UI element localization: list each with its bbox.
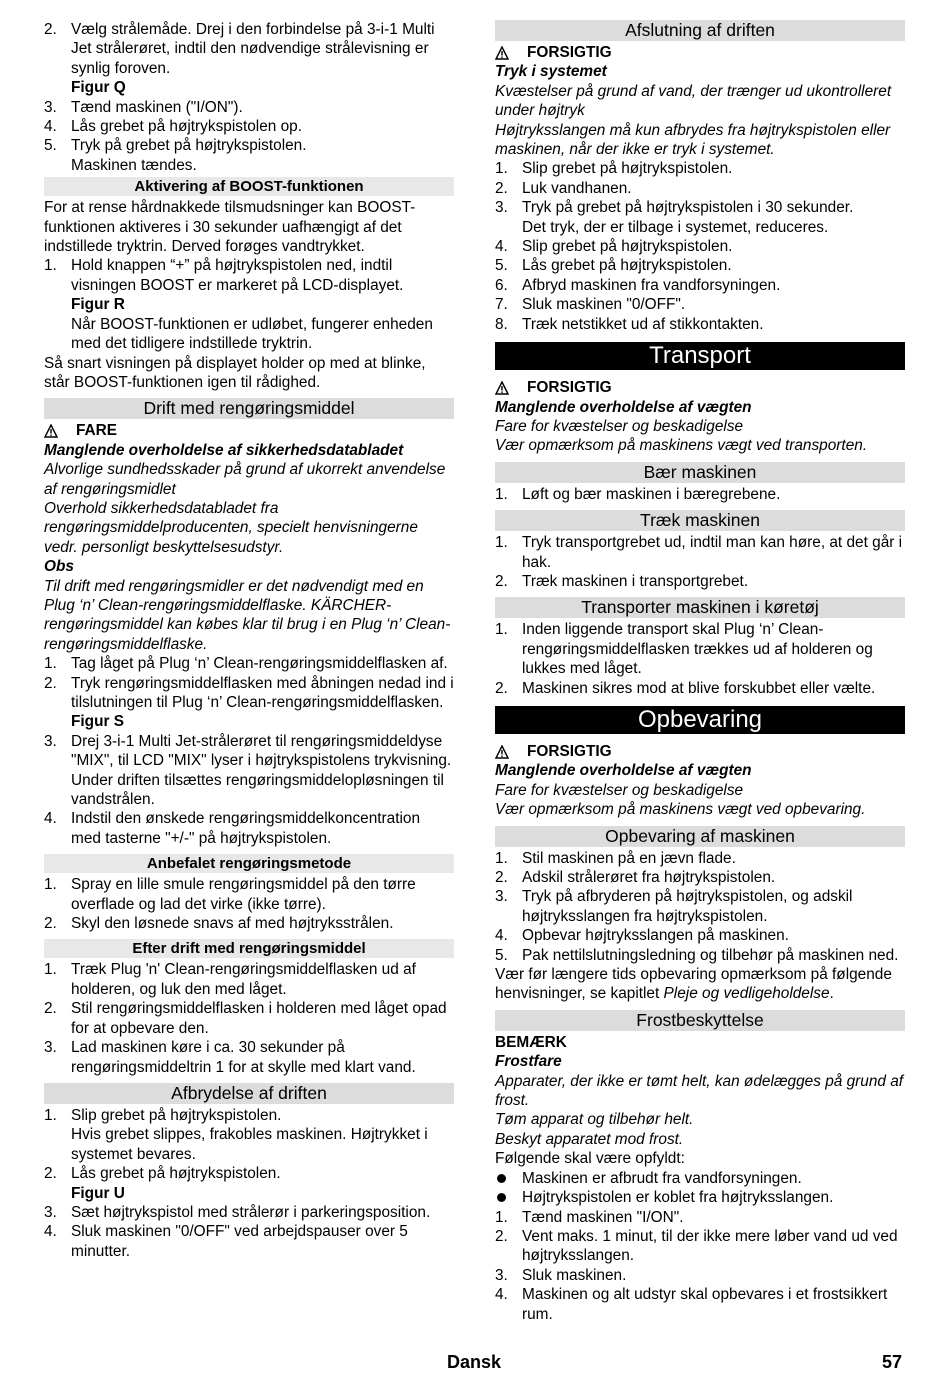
list-item: 1. Spray en lille smule rengøringsmiddel på den tørre overflade og lad det virke (ikke tørre). [44, 876, 416, 913]
bullet-item: Maskinen er afbrudt fra vandforsyningen. [495, 1169, 905, 1188]
list-item: 2. Maskinen sikres mod at blive forskubbet eller vælte. [495, 679, 876, 697]
list-item: 3. Sluk maskinen. [495, 1266, 627, 1284]
paragraph: Følgende skal være opfyldt: [495, 1150, 685, 1168]
section-heading: Frostbeskyttelse [495, 1010, 905, 1031]
chapter-heading: Opbevaring [495, 706, 905, 734]
warning-triangle-icon [44, 424, 58, 438]
list-item: 6. Afbryd maskinen fra vandforsyningen. [495, 276, 781, 294]
warning-title: Manglende overholdelse af vægten [495, 398, 752, 416]
list-subtext: Under driften tilsættes rengøringsmiddelopløsningen til vandstrålen. [71, 771, 444, 809]
caution-label: FORSIGTIG [495, 378, 905, 397]
section-heading: Transporter maskinen i køretøj [495, 597, 905, 618]
warning-text: Vær opmærksom på maskinens vægt ved transporten. [495, 437, 868, 455]
section-heading: Bær maskinen [495, 462, 905, 483]
list-item: 5. Pak nettilslutningsledning og tilbehør på maskinen ned. [495, 946, 899, 964]
warning-text: Overhold sikkerhedsdatabladet fra rengøringsmiddelproducenten, specielt henvisningerne vedr. personligt beskyttelsesudstyr. [44, 499, 418, 556]
note-text: Beskyt apparatet mod frost. [495, 1130, 684, 1148]
list-item: 4. Maskinen og alt udstyr skal opbevares i et frostsikkert rum. [495, 1286, 888, 1323]
warning-text: Vær opmærksom på maskinens vægt ved opbevaring. [495, 801, 866, 819]
list-item: 8. Træk netstikket ud af stikkontakten. [495, 315, 764, 333]
list-item: 2. Lås grebet på højtrykspistolen. [44, 1165, 281, 1183]
list-item: 3. Tryk på grebet på højtrykspistolen i 30 sekunder. [495, 199, 854, 217]
chapter-reference: Pleje og vedligeholdelse [663, 985, 830, 1003]
list-item: 4. Slip grebet på højtrykspistolen. [495, 238, 733, 256]
list-item: 1. Slip grebet på højtrykspistolen. [44, 1106, 282, 1124]
list-item: 2. Skyl den løsnede snavs af med højtryksstrålen. [44, 915, 394, 933]
list-item: 1. Træk Plug 'n' Clean-rengøringsmiddelflasken ud af holderen, og luk den med låget. [44, 961, 416, 998]
list-item: 2. Vælg strålemåde. Drej i den forbindelse på 3-i-1 Multi Jet strålerøret, indtil den nødvendige strålevisning er synlig foroven. [44, 21, 435, 77]
list-item: 3. Tænd maskinen ("I/ON"). [44, 98, 243, 116]
section-heading: Afslutning af driften [495, 20, 905, 41]
list-item: 2. Vent maks. 1 minut, til der ikke mere løber vand ud ved højtryksslangen. [495, 1227, 898, 1265]
list-item: 3. Tryk på afbryderen på højtrykspistolen, og adskil højtryksslangen fra højtrykspistolen. [495, 888, 853, 925]
list-item: 4. Opbevar højtryksslangen på maskinen. [495, 927, 789, 945]
list-item: 4. Lås grebet på højtrykspistolen op. [44, 118, 302, 136]
list-item: 1. Tænd maskinen "I/ON". [495, 1208, 684, 1226]
warning-text: Fare for kvæstelser og beskadigelse [495, 781, 744, 799]
warning-title: Tryk i systemet [495, 63, 607, 81]
list-item: 3. Drej 3-i-1 Multi Jet-strålerøret til rengøringsmiddeldyse "MIX", til LCD "MIX" lyser i højtrykspistolens trykvisning. [44, 732, 452, 770]
warning-text: Alvorlige sundhedsskader på grund af ukorrekt anvendelse af rengøringsmidlet [44, 461, 446, 498]
warning-text: Højtryksslangen må kun afbrydes fra højtrykspistolen eller maskinen, når der ikke er tryk i systemet. [495, 121, 891, 159]
list-item: 1. Tryk transportgrebet ud, indtil man kan høre, at det går i hak. [495, 534, 903, 571]
figure-ref: Figur S [71, 713, 125, 731]
list-item: 5. Tryk på grebet på højtrykspistolen. [44, 137, 307, 155]
list-item: 3. Sæt højtrykspistol med strålerør i parkeringsposition. [44, 1203, 431, 1221]
list-item: 7. Sluk maskinen "0/OFF". [495, 296, 686, 314]
section-heading: Drift med rengøringsmiddel [44, 398, 454, 419]
list-item: 3. Lad maskinen køre i ca. 30 sekunder på rengøringsmiddeltrin 1 for at skylle med klart vand. [44, 1039, 416, 1076]
section-heading: Træk maskinen [495, 510, 905, 531]
list-subtext: Hvis grebet slippes, frakobles maskinen. Højtrykket i systemet bevares. [71, 1126, 428, 1163]
warning-title: Manglende overholdelse af vægten [495, 762, 752, 780]
list-subtext: Når BOOST-funktionen er udløbet, fungerer enheden med det tidligere indstillede tryktrin. [71, 315, 433, 353]
paragraph: Vær før længere tids opbevaring opmærksom på følgende henvisninger, se kapitlet Pleje og vedligeholdelse. [495, 966, 892, 1003]
paragraph: Så snart visningen på displayet holder op med at blinke, står BOOST-funktionen igen til rådighed. [44, 354, 426, 391]
warning-triangle-icon [495, 381, 509, 395]
list-subtext: Det tryk, der er tilbage i systemet, reduceres. [522, 218, 829, 236]
section-heading: Aktivering af BOOST-funktionen [44, 177, 454, 196]
list-item: 2. Træk maskinen i transportgrebet. [495, 572, 749, 590]
paragraph: For at rense hårdnakkede tilsmudsninger kan BOOST-funktionen aktiveres i 30 sekunder uafhængigt af det indstillede tryktrin. Derved forøges vandtrykket. [44, 199, 416, 256]
bullet-icon [495, 1169, 522, 1188]
list-item: 2. Stil rengøringsmiddelflasken i holderen med låget opad for at opbevare den. [44, 1000, 447, 1037]
figure-ref: Figur Q [71, 79, 126, 97]
note-title: Frostfare [495, 1053, 562, 1071]
section-heading: Afbrydelse af driften [44, 1083, 454, 1104]
note-text: Tøm apparat og tilbehør helt. [495, 1111, 694, 1129]
section-heading: Anbefalet rengøringsmetode [44, 854, 454, 873]
list-item: 4. Sluk maskinen "0/OFF" ved arbejdspauser over 5 minutter. [44, 1223, 408, 1260]
caution-label: FORSIGTIG [495, 43, 905, 62]
warning-triangle-icon [495, 745, 509, 759]
list-item: 1. Stil maskinen på en jævn flade. [495, 849, 736, 867]
section-heading: Efter drift med rengøringsmiddel [44, 939, 454, 958]
warning-triangle-icon [495, 46, 509, 60]
left-column [44, 20, 454, 1261]
bullet-icon [495, 1188, 522, 1207]
bullet-item: Højtrykspistolen er koblet fra højtryksslangen. [495, 1188, 905, 1207]
section-heading: Opbevaring af maskinen [495, 826, 905, 847]
list-item: 2. Tryk rengøringsmiddelflasken med åbningen nedad ind i tilslutningen til Plug ‘n’ Clean-rengøringsmiddelflasken. [44, 674, 454, 711]
list-item: 1. Inden liggende transport skal Plug ‘n’ Clean-rengøringsmiddelflasken trækkes ud af holderen og lukkes med låget. [495, 621, 873, 678]
danger-label: FARE [44, 421, 454, 440]
note-label: Obs [44, 558, 74, 576]
warning-title: Manglende overholdelse af sikkerhedsdatabladet [44, 441, 404, 459]
chapter-heading: Transport [495, 342, 905, 370]
list-item: 1. Tag låget på Plug ‘n’ Clean-rengøringsmiddelflasken af. [44, 655, 448, 673]
caution-label: FORSIGTIG [495, 742, 905, 761]
warning-text: Fare for kvæstelser og beskadigelse [495, 417, 744, 435]
right-column [495, 20, 905, 1324]
list-subtext: Maskinen tændes. [71, 156, 197, 174]
figure-ref: Figur U [71, 1184, 125, 1202]
note-text: Apparater, der ikke er tømt helt, kan ødelægges på grund af frost. [495, 1072, 904, 1110]
list-item: 2. Luk vandhanen. [495, 179, 632, 197]
list-item: 4. Indstil den ønskede rengøringsmiddelkoncentration med tasterne "+/-" på højtrykspistolen. [44, 810, 421, 847]
note-label: BEMÆRK [495, 1033, 567, 1051]
list-item: 1. Hold knappen “+” på højtrykspistolen ned, indtil visningen BOOST er markeret på LCD-displayet. [44, 257, 404, 294]
note-text: Til drift med rengøringsmidler er det nødvendigt med en Plug ‘n’ Clean-rengøringsmiddelflaske. KÄRCHER-rengøringsmiddel kan købes klar til brug i en Plug ‘n’ Clean-rengøringsmiddelflaske. [44, 577, 451, 653]
figure-ref: Figur R [71, 296, 125, 314]
list-item: 5. Lås grebet på højtrykspistolen. [495, 257, 732, 275]
footer-language: Dansk [447, 1352, 502, 1372]
list-item: 1. Slip grebet på højtrykspistolen. [495, 160, 733, 178]
list-item: 1. Løft og bær maskinen i bæregrebene. [495, 485, 781, 503]
list-item: 2. Adskil strålerøret fra højtrykspistolen. [495, 869, 776, 886]
page-number: 57 [882, 1352, 903, 1372]
warning-text: Kvæstelser på grund af vand, der trænger ud ukontrolleret under højtryk [495, 82, 892, 120]
